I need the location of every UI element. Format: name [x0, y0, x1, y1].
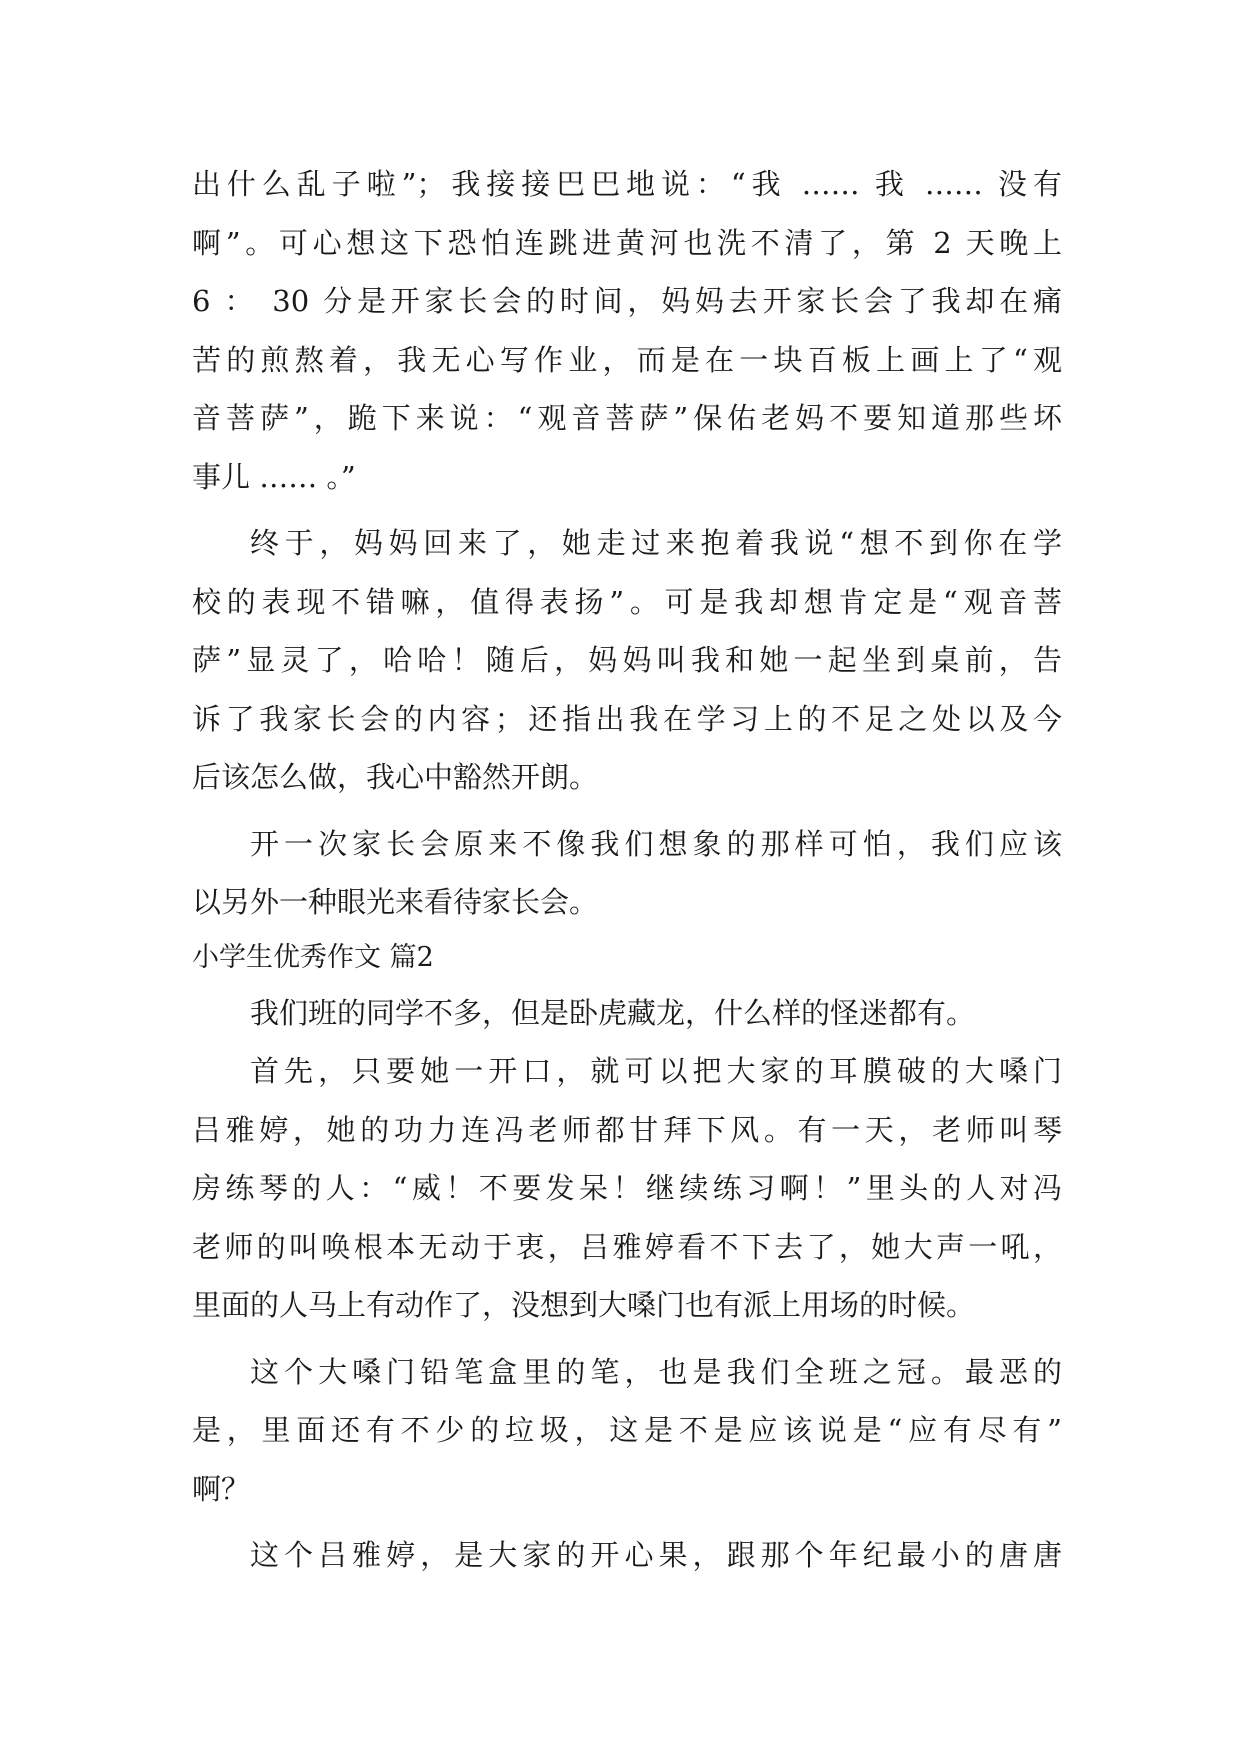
text-line: 老师的叫唤根本无动于衷，吕雅婷看不下去了，她大声一吼， — [192, 1229, 1062, 1264]
paragraph — [192, 1526, 1062, 1585]
text-line: 6 ： 30 分是开家长会的时间，妈妈去开家长会了我却在痛 — [192, 284, 1062, 318]
paragraph — [192, 815, 1062, 932]
text-line: 啊”。可心想这下恐怕连跳进黄河也洗不清了，第 2 天晚上 — [192, 225, 1062, 260]
text-line: 苦的煎熬着，我无心写作业，而是在一块百板上画上了“观 — [192, 342, 1062, 377]
text-line: 这个大嗓门铅笔盒里的笔，也是我们全班之冠。最恶的 — [250, 1354, 1062, 1389]
text-line: 校的表现不错嘛，值得表扬”。可是我却想肯定是“观音菩 — [192, 584, 1062, 619]
text-line: 吕雅婷，她的功力连冯老师都甘拜下风。有一天，老师叫琴 — [192, 1112, 1062, 1147]
text-line: 以另外一种眼光来看待家长会。 — [192, 885, 599, 919]
paragraph — [192, 1042, 1062, 1335]
text-line: 开一次家长会原来不像我们想象的那样可怕，我们应该 — [250, 826, 1062, 861]
text-line: 萨”显灵了，哈哈！随后，妈妈叫我和她一起坐到桌前，告 — [192, 643, 1062, 677]
text-line: 出什么乱子啦”；我接接巴巴地说：“我 …… 我 …… 没有 — [192, 167, 1062, 201]
paragraph — [192, 155, 1062, 506]
text-line: 啊？ — [192, 1471, 251, 1506]
section-heading: 小学生优秀作文 篇2 — [192, 941, 434, 973]
text-line: 我们班的同学不多，但是卧虎藏龙，什么样的怪迷都有。 — [250, 995, 976, 1030]
text-line: 诉了我家长会的内容；还指出我在学习上的不足之处以及今 — [192, 701, 1062, 736]
document-page — [192, 155, 1062, 1585]
text-line: 里面的人马上有动作了，没想到大嗓门也有派上用场的时候。 — [192, 1288, 976, 1322]
text-line: 音菩萨”，跪下来说：“观音菩萨”保佑老妈不要知道那些坏 — [192, 401, 1062, 435]
paragraph — [192, 984, 1062, 1043]
paragraph — [192, 1343, 1062, 1519]
text-line: 是，里面还有不少的垃圾，这是不是应该说是“应有尽有” — [192, 1413, 1062, 1447]
text-line: 这个吕雅婷，是大家的开心果，跟那个年纪最小的唐唐 — [250, 1538, 1062, 1572]
text-line: 终于，妈妈回来了，她走过来抱着我说“想不到你在学 — [250, 526, 1062, 560]
text-line: 事儿 …… 。” — [192, 459, 356, 494]
text-line: 后该怎么做，我心中豁然开朗。 — [192, 760, 599, 794]
paragraph — [192, 514, 1062, 807]
text-line: 首先，只要她一开口，就可以把大家的耳膜破的大嗓门 — [250, 1054, 1062, 1088]
text-line: 房练琴的人：“威！不要发呆！继续练习啊！”里头的人对冯 — [192, 1171, 1062, 1205]
